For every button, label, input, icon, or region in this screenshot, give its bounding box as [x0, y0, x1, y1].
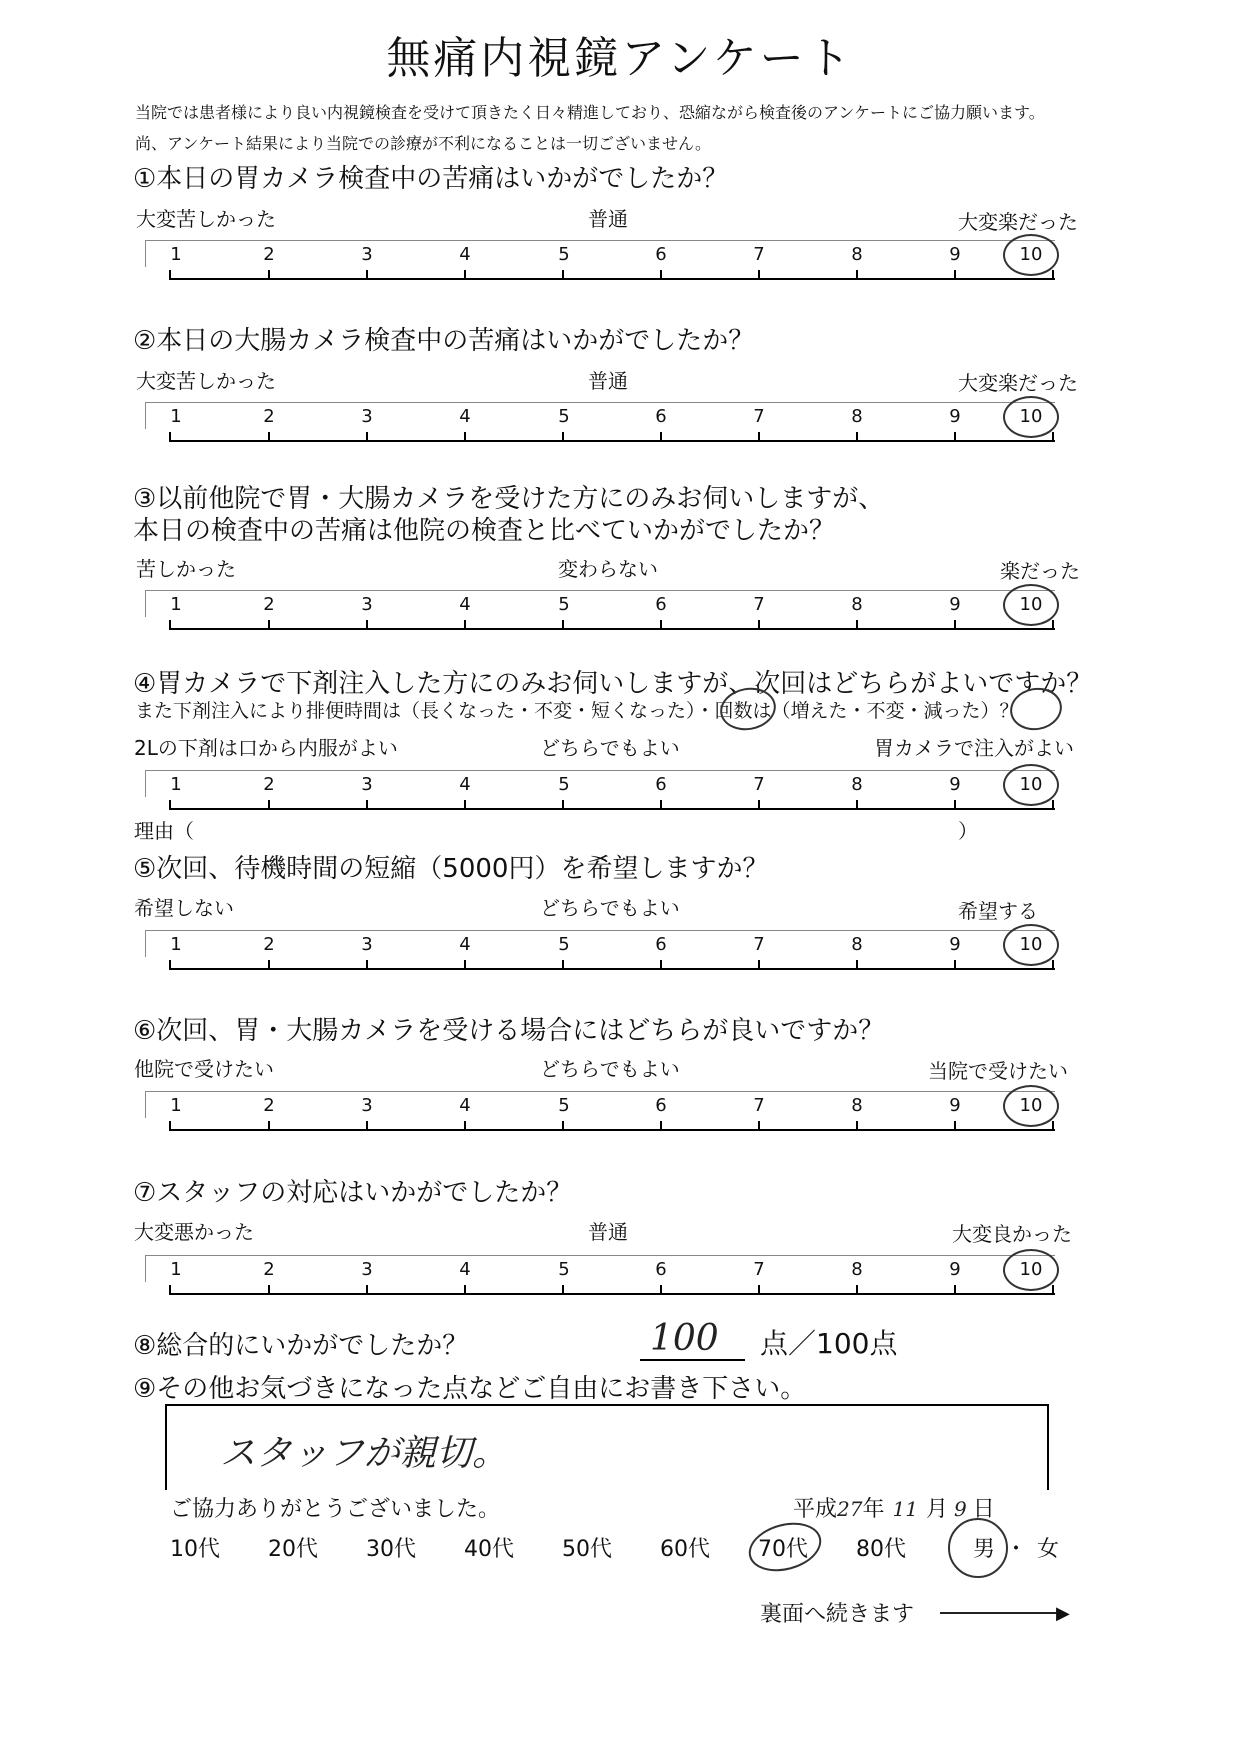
scale-tick [660, 1121, 662, 1131]
scale-number-5: 5 [558, 774, 570, 795]
age-option: 10代 [170, 1537, 220, 1562]
scale-line [169, 1293, 1055, 1295]
scale-number-4: 4 [459, 1095, 471, 1116]
scale-number-1: 1 [170, 244, 182, 265]
scale-tick [268, 1121, 270, 1131]
q4-right-label: 胃カメラで注入がよい [874, 736, 1074, 760]
q5-left-label: 希望しない [134, 896, 234, 920]
scale-line [169, 278, 1055, 280]
q4-left-label: 2Lの下剤は口から内服がよい [134, 736, 398, 760]
date-era: 平成 [793, 1497, 838, 1522]
selected-answer-circle [1003, 584, 1059, 626]
scale-tick [169, 800, 171, 810]
scale-number-3: 3 [361, 774, 373, 795]
age-option: 80代 [856, 1537, 906, 1562]
scale-number-7: 7 [753, 244, 765, 265]
scale-tick [464, 620, 466, 630]
age-option: 20代 [268, 1537, 318, 1562]
age-selected-circle [743, 1515, 826, 1579]
q5-right-label: 希望する [958, 899, 1038, 923]
scale-tick [660, 620, 662, 630]
scale-tick [660, 960, 662, 970]
age-option: 60代 [660, 1537, 710, 1562]
date-month-handwritten: 11 [892, 1497, 918, 1521]
date-year-handwritten: 27 [837, 1497, 863, 1521]
rating-scale-q5 [145, 930, 1055, 970]
scale-tick [268, 1285, 270, 1295]
scale-number-9: 9 [949, 594, 961, 615]
scale-tick [366, 620, 368, 630]
scale-number-8: 8 [851, 406, 863, 427]
date-line [793, 1492, 995, 1523]
rating-scale-q2 [145, 402, 1055, 442]
scale-number-6: 6 [655, 1259, 667, 1280]
scale-number-2: 2 [263, 406, 275, 427]
question-9-title: ⑨その他お気づきになった点などご自由にお書き下さい。 [133, 1374, 807, 1404]
q8-score-suffix: 点／100点 [760, 1327, 898, 1360]
scale-number-1: 1 [170, 594, 182, 615]
scale-number-6: 6 [655, 244, 667, 265]
scale-tick [366, 800, 368, 810]
selected-answer-circle [1003, 1249, 1059, 1291]
q2-mid-label: 普通 [588, 369, 628, 393]
q6-right-label: 当院で受けたい [928, 1059, 1068, 1083]
scale-tick [856, 1285, 858, 1295]
question-1-title: ①本日の胃カメラ検査中の苦痛はいかがでしたか？ [133, 164, 729, 194]
scale-tick [954, 960, 956, 970]
selected-answer-circle [1003, 234, 1059, 276]
gender-selected-circle [948, 1518, 1008, 1578]
scale-line [169, 628, 1055, 630]
scale-tick [856, 800, 858, 810]
scale-tick [660, 432, 662, 442]
selected-answer-circle [1003, 764, 1059, 806]
scale-number-5: 5 [558, 1095, 570, 1116]
scale-tick [464, 960, 466, 970]
q9-handwritten-answer: スタッフが親切。 [220, 1433, 509, 1474]
scale-tick [758, 270, 760, 280]
question-3-title-2: 本日の検査中の苦痛は他院の検査と比べていかがでしたか？ [133, 516, 836, 546]
scale-number-3: 3 [361, 1095, 373, 1116]
q5-mid-label: どちらでもよい [540, 896, 680, 920]
q3-right-label: 楽だった [1000, 559, 1080, 583]
scale-tick [562, 270, 564, 280]
q2-right-label: 大変楽だった [958, 371, 1078, 395]
scale-number-7: 7 [753, 406, 765, 427]
scale-tick [169, 1285, 171, 1295]
scale-tick [856, 432, 858, 442]
question-6-title: ⑥次回、胃・大腸カメラを受ける場合にはどちらが良いですか？ [133, 1016, 885, 1046]
scale-number-8: 8 [851, 244, 863, 265]
scale-number-5: 5 [558, 406, 570, 427]
scale-tick [660, 1285, 662, 1295]
scale-number-9: 9 [949, 1095, 961, 1116]
scale-tick [660, 800, 662, 810]
date-year-label: 年 [862, 1497, 885, 1522]
scale-tick [1052, 800, 1054, 810]
scale-tick [366, 432, 368, 442]
continue-text: 裏面へ続きます [760, 1602, 915, 1627]
scale-number-2: 2 [263, 244, 275, 265]
age-option: 50代 [562, 1537, 612, 1562]
q8-score-handwritten: 100 [650, 1318, 719, 1359]
scale-tick [954, 620, 956, 630]
scale-number-6: 6 [655, 774, 667, 795]
scale-tick [464, 800, 466, 810]
thanks-text: ご協力ありがとうございました。 [170, 1497, 501, 1522]
gender-separator: ・ [1005, 1537, 1028, 1562]
date-day-label: 日 [972, 1497, 995, 1522]
scale-tick [758, 620, 760, 630]
scale-number-5: 5 [558, 1259, 570, 1280]
scale-number-4: 4 [459, 774, 471, 795]
scale-number-9: 9 [949, 406, 961, 427]
age-option: 30代 [366, 1537, 416, 1562]
scale-number-6: 6 [655, 594, 667, 615]
date-day-handwritten: 9 [953, 1497, 967, 1521]
scale-number-7: 7 [753, 934, 765, 955]
scale-tick [366, 960, 368, 970]
q1-left-label: 大変苦しかった [136, 207, 276, 231]
q4-reason-open: 理由（ [134, 819, 194, 843]
scale-tick [169, 620, 171, 630]
scale-tick [268, 270, 270, 280]
scale-tick [758, 432, 760, 442]
scale-number-9: 9 [949, 774, 961, 795]
scale-tick [562, 620, 564, 630]
q7-right-label: 大変良かった [952, 1222, 1072, 1246]
intro-line-2: 尚、アンケート結果により当院での診療が不利になることは一切ございません。 [135, 134, 712, 153]
scale-number-1: 1 [170, 774, 182, 795]
scale-tick [268, 432, 270, 442]
scale-tick [562, 960, 564, 970]
scale-number-8: 8 [851, 774, 863, 795]
q7-mid-label: 普通 [588, 1220, 628, 1244]
scale-tick [1052, 270, 1054, 280]
scale-tick [856, 620, 858, 630]
intro-line-1: 当院では患者様により良い内視鏡検査を受けて頂きたく日々精進しており、恐縮ながら検査後のアンケートにご協力願います。 [135, 103, 1045, 122]
scale-number-8: 8 [851, 1259, 863, 1280]
scale-tick [562, 432, 564, 442]
scale-tick [954, 270, 956, 280]
scale-number-7: 7 [753, 594, 765, 615]
scale-tick [562, 1121, 564, 1131]
question-2-title: ②本日の大腸カメラ検査中の苦痛はいかがでしたか？ [133, 326, 755, 356]
rating-scale-q1 [145, 240, 1055, 280]
q3-mid-label: 変わらない [558, 557, 658, 581]
scale-number-6: 6 [655, 1095, 667, 1116]
scale-line [169, 968, 1055, 970]
scale-tick [856, 1121, 858, 1131]
q1-mid-label: 普通 [588, 207, 628, 231]
scale-line [169, 808, 1055, 810]
scale-tick [464, 1285, 466, 1295]
rating-scale-q4 [145, 770, 1055, 810]
scale-tick [1052, 1285, 1054, 1295]
selected-answer-circle [1003, 924, 1059, 966]
scale-number-5: 5 [558, 934, 570, 955]
scale-number-6: 6 [655, 406, 667, 427]
scale-number-1: 1 [170, 1259, 182, 1280]
scale-tick [1052, 1121, 1054, 1131]
scale-line [169, 440, 1055, 442]
question-8-title: ⑧総合的にいかがでしたか？ [133, 1331, 469, 1361]
scale-number-10: 10 [1019, 406, 1043, 427]
scale-number-2: 2 [263, 934, 275, 955]
scale-tick [1052, 620, 1054, 630]
question-4-subtitle: また下剤注入により排便時間は（長くなった・不変・短くなった）・回数は（増えた・不変・減った）？ [135, 700, 1019, 722]
scale-number-1: 1 [170, 1095, 182, 1116]
scale-number-7: 7 [753, 1259, 765, 1280]
scale-number-4: 4 [459, 594, 471, 615]
scale-number-2: 2 [263, 594, 275, 615]
scale-tick [464, 1121, 466, 1131]
age-option: 40代 [464, 1537, 514, 1562]
date-month-label: 月 [925, 1497, 948, 1522]
scale-line [169, 1129, 1055, 1131]
q1-right-label: 大変楽だった [958, 210, 1078, 234]
scale-tick [954, 800, 956, 810]
scale-tick [562, 1285, 564, 1295]
scale-tick [169, 432, 171, 442]
age-option: 70代 [758, 1537, 808, 1562]
scale-number-8: 8 [851, 934, 863, 955]
scale-tick [366, 1121, 368, 1131]
scale-number-2: 2 [263, 1259, 275, 1280]
scale-number-5: 5 [558, 244, 570, 265]
scale-number-9: 9 [949, 244, 961, 265]
scale-number-10: 10 [1019, 934, 1043, 955]
scale-tick [366, 270, 368, 280]
scale-tick [954, 1121, 956, 1131]
scale-number-2: 2 [263, 774, 275, 795]
question-7-title: ⑦スタッフの対応はいかがでしたか？ [133, 1178, 573, 1208]
q6-left-label: 他院で受けたい [134, 1057, 274, 1081]
scale-number-9: 9 [949, 1259, 961, 1280]
scale-number-6: 6 [655, 934, 667, 955]
scale-number-1: 1 [170, 934, 182, 955]
q8-score-underline [640, 1359, 745, 1361]
scale-number-3: 3 [361, 406, 373, 427]
gender-female: 女 [1037, 1537, 1060, 1562]
scale-number-1: 1 [170, 406, 182, 427]
scale-number-3: 3 [361, 934, 373, 955]
scale-number-2: 2 [263, 1095, 275, 1116]
scale-number-8: 8 [851, 1095, 863, 1116]
scale-number-3: 3 [361, 244, 373, 265]
scale-tick [169, 960, 171, 970]
question-5-title: ⑤次回、待機時間の短縮（5000円）を希望しますか？ [133, 854, 769, 884]
scale-number-8: 8 [851, 594, 863, 615]
q4-mid-label: どちらでもよい [540, 736, 680, 760]
scale-tick [268, 800, 270, 810]
scale-tick [268, 620, 270, 630]
scale-number-10: 10 [1019, 1095, 1043, 1116]
scale-tick [758, 800, 760, 810]
q7-left-label: 大変悪かった [134, 1220, 254, 1244]
q3-left-label: 苦しかった [136, 557, 236, 581]
rating-scale-q7 [145, 1255, 1055, 1295]
page-title: 無痛内視鏡アンケート [386, 33, 854, 84]
scale-tick [954, 1285, 956, 1295]
scale-number-4: 4 [459, 934, 471, 955]
question-3-title: ③以前他院で胃・大腸カメラを受けた方にのみお伺いしますが、 [133, 484, 885, 514]
gender-male: 男 [973, 1537, 996, 1562]
scale-number-10: 10 [1019, 594, 1043, 615]
continue-arrow-line [940, 1612, 1060, 1614]
scale-tick [169, 270, 171, 280]
scale-number-3: 3 [361, 1259, 373, 1280]
scale-number-3: 3 [361, 594, 373, 615]
scale-number-4: 4 [459, 406, 471, 427]
scale-number-7: 7 [753, 1095, 765, 1116]
scale-tick [366, 1285, 368, 1295]
scale-number-9: 9 [949, 934, 961, 955]
scale-tick [758, 1121, 760, 1131]
scale-number-10: 10 [1019, 1259, 1043, 1280]
rating-scale-q3 [145, 590, 1055, 630]
q4-reason-close: ） [958, 819, 978, 843]
scale-number-10: 10 [1019, 244, 1043, 265]
scale-tick [1052, 432, 1054, 442]
scale-number-5: 5 [558, 594, 570, 615]
selected-answer-circle [1003, 396, 1059, 438]
scale-number-10: 10 [1019, 774, 1043, 795]
scale-tick [1052, 960, 1054, 970]
rating-scale-q6 [145, 1091, 1055, 1131]
scale-tick [856, 270, 858, 280]
scale-tick [758, 960, 760, 970]
scale-number-4: 4 [459, 1259, 471, 1280]
scale-tick [758, 1285, 760, 1295]
scale-number-7: 7 [753, 774, 765, 795]
scale-tick [268, 960, 270, 970]
scale-number-4: 4 [459, 244, 471, 265]
scale-tick [464, 432, 466, 442]
scale-tick [660, 270, 662, 280]
scale-tick [464, 270, 466, 280]
scale-tick [954, 432, 956, 442]
continue-arrow-icon: ▶ [1056, 1603, 1070, 1624]
q6-mid-label: どちらでもよい [540, 1057, 680, 1081]
question-4-title: ④胃カメラで下剤注入した方にのみお伺いしますが、次回はどちらがよいですか？ [133, 669, 1093, 699]
scale-tick [856, 960, 858, 970]
q2-left-label: 大変苦しかった [136, 369, 276, 393]
selected-answer-circle [1003, 1085, 1059, 1127]
scale-tick [169, 1121, 171, 1131]
scale-tick [562, 800, 564, 810]
